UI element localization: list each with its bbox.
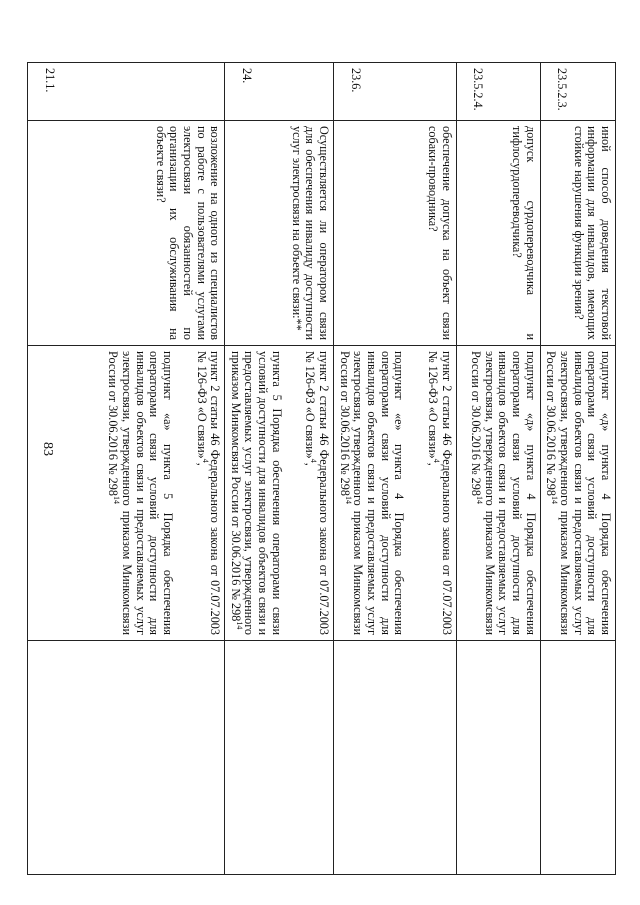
table-row bbox=[540, 63, 615, 875]
answer-cell bbox=[540, 641, 615, 875]
row-number: 23.5.2.4. bbox=[456, 63, 540, 121]
reference-text: подпункт «а» пункта 5 Порядка обеспечения операторами связи условий доступности для инвалидов объектов связи и предоставляемых услуг электросвязи, утвержденного приказом Минкомсвязи России от 30.06.2016 № $298^{14}$ bbox=[106, 351, 175, 635]
question-cell: возложение на одного из специалистов по работе с пользователями услугами электросвязи обязанностей по организации их обслуживания на объекте связи? bbox=[28, 121, 225, 346]
reference-cell bbox=[456, 346, 540, 641]
row-number: 24. bbox=[225, 63, 334, 121]
row-number: 23.5.2.3. bbox=[540, 63, 615, 121]
question-cell: Осуществляется ли оператором связи для обеспечения инвалиду доступности услуг электросвязи на объекте связи:** bbox=[225, 121, 334, 346]
reference-text: пункт 2 статьи 46 Федерального закона от 07.07.2003 № 126-ФЗ «О связи»$^4$, bbox=[426, 351, 454, 635]
table-row bbox=[334, 63, 457, 875]
question-cell: допуск сурдопереводчика и тифлосурдопереводчика? bbox=[456, 121, 540, 346]
footnote-marker: 4 bbox=[432, 458, 442, 463]
reference-text: подпункт «д» пункта 4 Порядка обеспечения операторами связи условий доступности для инвалидов объектов связи и предоставляемых услуг электросвязи, утвержденного приказом Минкомсвязи России от 30.06.2016 № $298^{14}$ bbox=[469, 351, 538, 635]
reference-cell bbox=[334, 346, 457, 641]
table-row bbox=[28, 63, 225, 875]
footnote-marker: 14 bbox=[112, 495, 122, 504]
reference-text: пункта 5 Порядка обеспечения операторами связи условий доступности для инвалидов объектов связи и предоставляемых услуг электросвязи, утвержденного приказом Минкомсвязи России от 30.06.2016 № $298^{14}$ bbox=[228, 351, 284, 635]
footnote-marker: 14 bbox=[234, 621, 244, 630]
row-number: 21.1. bbox=[28, 63, 225, 121]
question-cell: иной способ доведения текстовой информации для инвалидов, имеющих стойкие нарушения функции зрения? bbox=[540, 121, 615, 346]
answer-cell bbox=[225, 641, 334, 875]
footnote-marker: 4 bbox=[200, 458, 210, 463]
footnote-marker: 14 bbox=[475, 495, 485, 504]
footnote-marker: 14 bbox=[550, 495, 560, 504]
reference-cell bbox=[225, 346, 334, 641]
question-cell: обеспечение допуска на объект связи собаки-проводника? bbox=[334, 121, 457, 346]
footnote-marker: 14 bbox=[343, 495, 353, 504]
reference-cell bbox=[28, 346, 225, 641]
reference-text: подпункт «д» пункта 4 Порядка обеспечения операторами связи условий доступности для инвалидов объектов связи и предоставляемых услуг электросвязи, утвержденного приказом Минкомсвязи России от 30.06.2016 № $298^{14}$ bbox=[544, 351, 613, 635]
row-number: 23.6. bbox=[334, 63, 457, 121]
answer-cell bbox=[334, 641, 457, 875]
table-row bbox=[456, 63, 540, 875]
checklist-table bbox=[27, 62, 616, 875]
reference-text: пункт 2 статьи 46 Федерального закона от 07.07.2003 № 126-ФЗ «О связи»$^4$, bbox=[303, 351, 332, 635]
reference-cell bbox=[540, 346, 615, 641]
footnote-marker: 4 bbox=[309, 458, 319, 463]
page-number: 83 bbox=[40, 442, 55, 456]
reference-text: подпункт «е» пункта 4 Порядка обеспечения операторами связи условий доступности для инвалидов объектов связи и предоставляемых услуг электросвязи, утвержденного приказом Минкомсвязи России от 30.06.2016 № $298^{14}$ bbox=[337, 351, 407, 635]
table-row bbox=[225, 63, 334, 875]
answer-cell bbox=[456, 641, 540, 875]
reference-text: пункт 2 статьи 46 Федерального закона от 07.07.2003 № 126-ФЗ «О связи»$^4$, bbox=[194, 351, 223, 635]
answer-cell bbox=[28, 641, 225, 875]
